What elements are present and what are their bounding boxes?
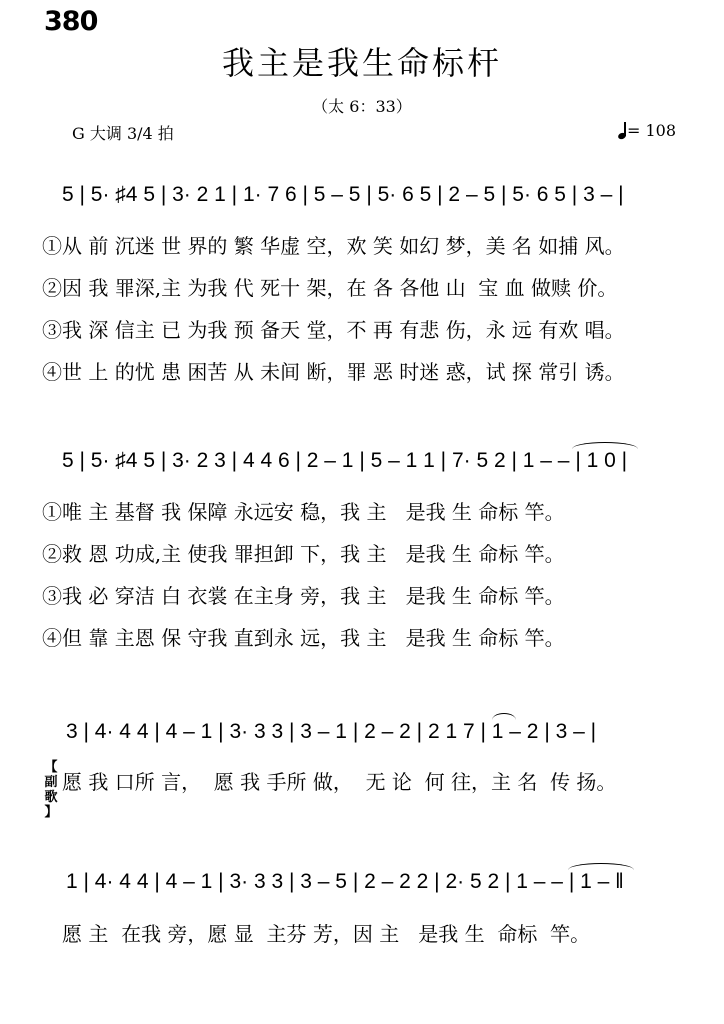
chorus-bracket-bottom: 】 [44, 805, 58, 820]
music-line-3: 3 | 4· 4 4 | 4 – 1 | 3· 3 3 | 3 – 1 | 2 – 2 | 2 1 7 | 1 – 2 | 3 – | [66, 720, 597, 743]
chorus-bracket-top: 【 [44, 760, 58, 775]
scripture-reference: （太 6：33） [312, 97, 412, 116]
key-and-meter: G 大调 3/4 拍 [72, 124, 174, 143]
tie-arc-2 [568, 863, 634, 870]
lyric-line-2-verse-2: ②救 恩 功成,主 使我 罪担卸 下，我 主 是我 生 命标 竿。 [42, 542, 565, 566]
lyric-line-2-verse-3: ③我 必 穿洁 白 衣裳 在主身 旁，我 主 是我 生 命标 竿。 [42, 584, 565, 608]
chorus-label-text: 副歌 [44, 775, 58, 805]
lyric-line-3: 愿 我 口所 言， 愿 我 手所 做， 无 论 何 往，主 名 传 扬。 [62, 770, 617, 794]
lyric-line-1-verse-1: ①从 前 沉迷 世 界的 繁 华虚 空，欢 笑 如幻 梦，美 名 如捕 风。 [42, 234, 625, 258]
hymn-number: 380 [44, 6, 98, 37]
music-line-4: 1 | 4· 4 4 | 4 – 1 | 3· 3 3 | 3 – 5 | 2 – 2 2 | 2· 5 2 | 1 – – | 1 – ‖ [66, 870, 624, 893]
music-line-1: 5 | 5· ♯4 5 | 3· 2 1 | 1· 7 6 | 5 – 5 | 5· 6 5 | 2 – 5 | 5· 6 5 | 3 – | [62, 183, 624, 206]
tempo-value: = 108 [626, 121, 676, 140]
music-line-2: 5 | 5· ♯4 5 | 3· 2 3 | 4 4 6 | 2 – 1 | 5 – 1 1 | 7· 5 2 | 1 – – | 1 0 | [62, 449, 628, 472]
lyric-line-2-verse-1: ①唯 主 基督 我 保障 永远安 稳，我 主 是我 生 命标 竿。 [42, 500, 565, 524]
slur-arc [492, 713, 516, 720]
lyric-line-2-verse-4: ④但 靠 主恩 保 守我 直到永 远，我 主 是我 生 命标 竿。 [42, 626, 565, 650]
lyric-line-1-verse-2: ②因 我 罪深,主 为我 代 死十 架，在 各 各他 山 宝 血 做赎 价。 [42, 276, 618, 300]
chorus-label [42, 760, 60, 820]
hymn-title: 我主是我生命标杆 [221, 44, 502, 82]
tempo-marking [618, 121, 676, 140]
lyric-line-1-verse-3: ③我 深 信主 已 为我 预 备天 堂，不 再 有悲 伤，永 远 有欢 唱。 [42, 318, 625, 342]
quarter-note-icon [618, 123, 627, 139]
tie-arc [572, 442, 638, 449]
lyric-line-4: 愿 主 在我 旁，愿 显 主芬 芳，因 主 是我 生 命标 竿。 [62, 922, 591, 946]
lyric-line-1-verse-4: ④世 上 的忧 患 困苦 从 未间 断，罪 恶 时迷 惑，试 探 常引 诱。 [42, 360, 625, 384]
